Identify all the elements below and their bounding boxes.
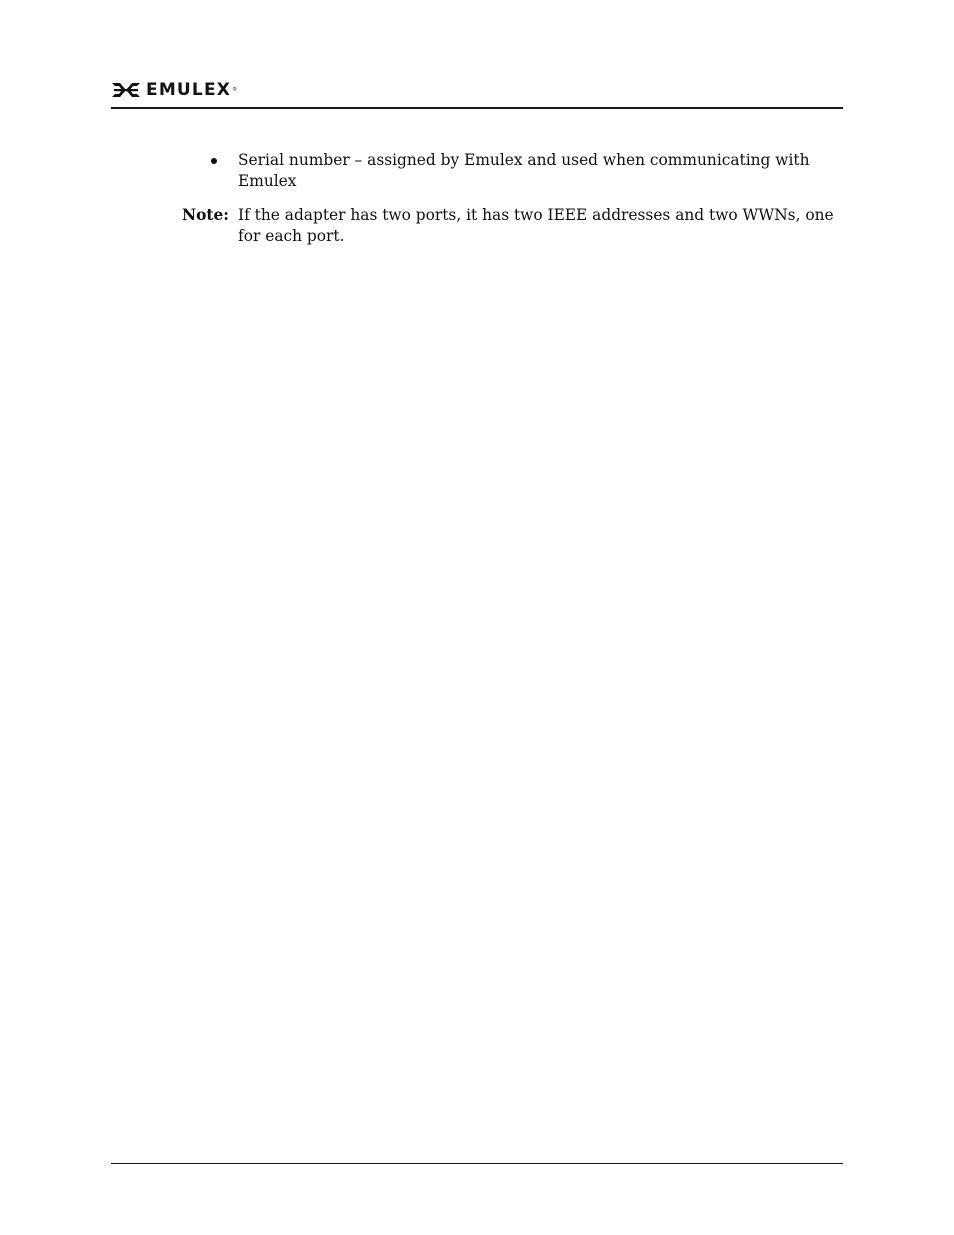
note-text: If the adapter has two ports, it has two IEEE addresses and two WWNs, one for each port. [238, 206, 834, 245]
emulex-logo-icon [111, 80, 141, 100]
list-item: Serial number – assigned by Emulex and used when communicating with Emulex [238, 151, 810, 190]
header-divider [111, 107, 843, 109]
brand-name: EMULEX [146, 80, 232, 100]
bullet-icon [211, 158, 217, 164]
note-label: Note: [182, 206, 229, 224]
trademark-symbol: ® [232, 87, 238, 93]
footer-divider [111, 1163, 843, 1164]
header-logo [111, 80, 237, 100]
